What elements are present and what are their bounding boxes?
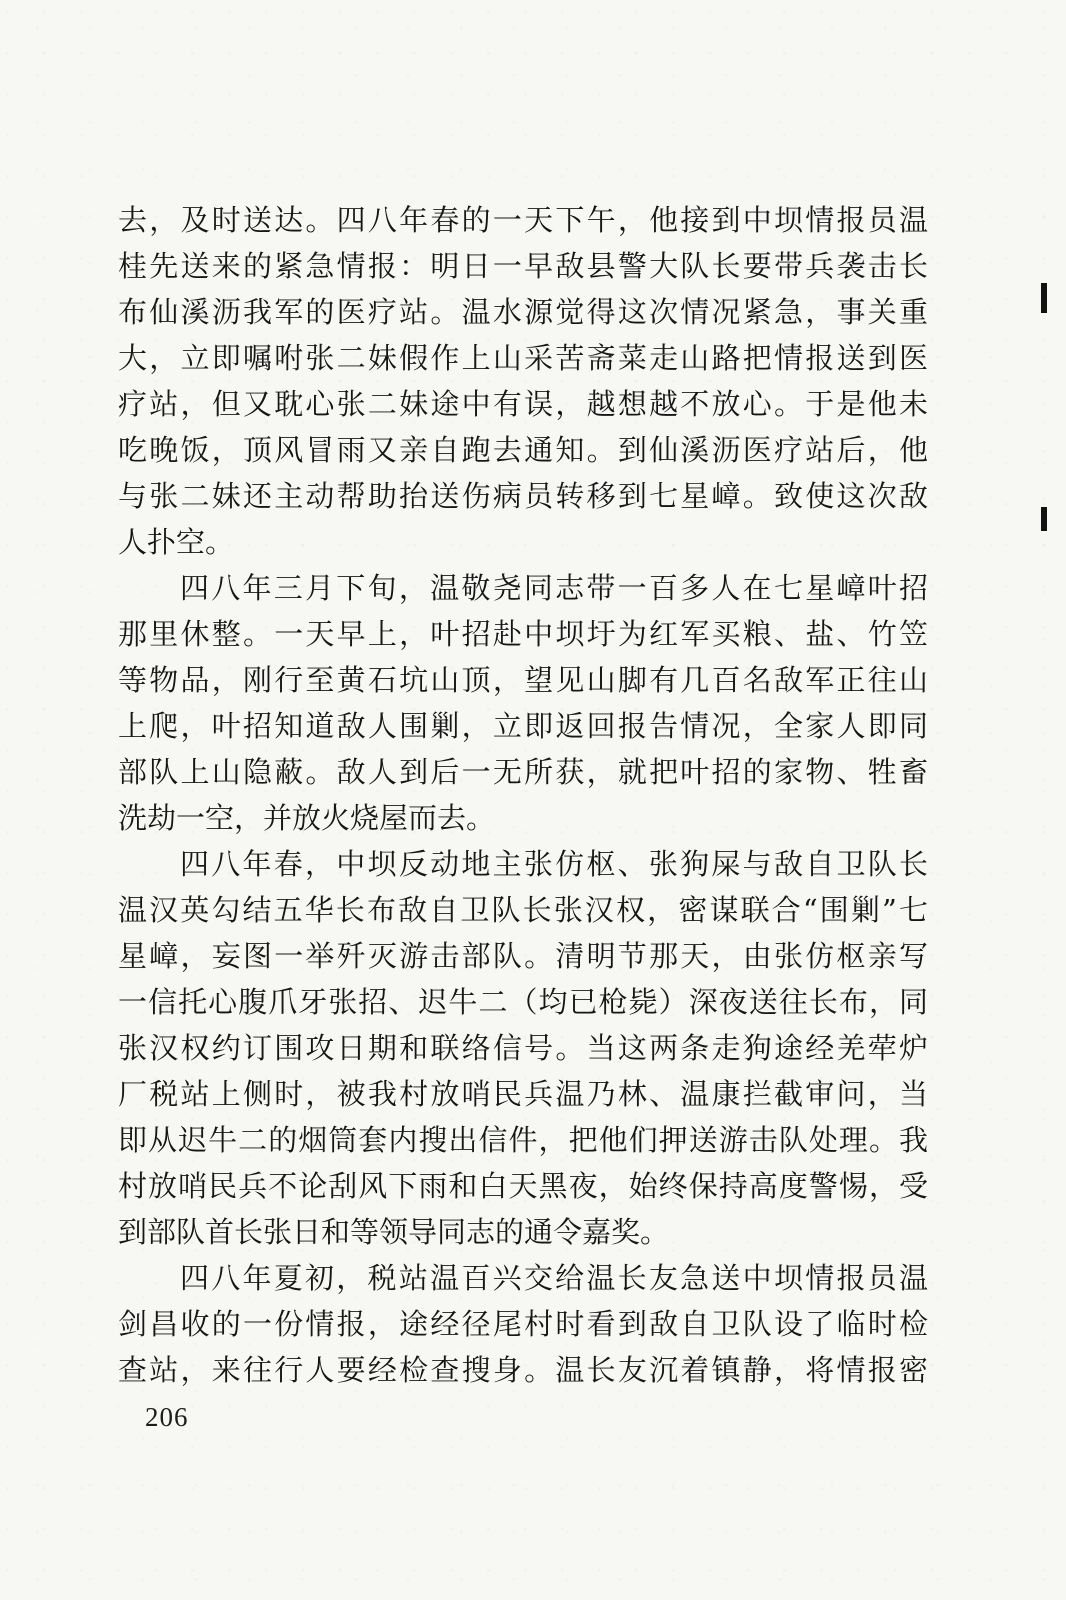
text-line: 查站，来往行人要经检查搜身。温长友沉着镇静，将情报密 (118, 1353, 928, 1387)
text-line: 与张二妹还主动帮助抬送伤病员转移到七星嶂。致使这次敌 (118, 479, 928, 513)
paragraph (118, 565, 928, 841)
text-line: 上爬，叶招知道敌人围剿，立即返回报告情况，全家人即同 (118, 709, 928, 743)
text-line: 四八年夏初，税站温百兴交给温长友急送中坝情报员温 (180, 1261, 928, 1295)
text-line: 等物品，刚行至黄石坑山顶，望见山脚有几百名敌军正往山 (118, 663, 928, 697)
text-line: 厂税站上侧时，被我村放哨民兵温乃林、温康拦截审问，当 (118, 1077, 928, 1111)
text-line: 洗劫一空，并放火烧屋而去。 (118, 801, 496, 835)
text-line: 疗站，但又耽心张二妹途中有误，越想越不放心。于是他未 (118, 387, 928, 421)
paragraph (118, 1255, 928, 1393)
text-line: 四八年三月下旬，温敬尧同志带一百多人在七星嶂叶招 (180, 571, 928, 605)
text-line: 星嶂，妄图一举歼灭游击部队。清明节那天，由张仿枢亲写 (118, 939, 928, 973)
paragraph (118, 841, 928, 1255)
scan-mark (1041, 283, 1047, 313)
text-line: 四八年春，中坝反动地主张仿枢、张狗屎与敌自卫队长 (180, 847, 928, 881)
text-line: 桂先送来的紧急情报：明日一早敌县警大队长要带兵袭击长 (118, 249, 928, 283)
text-line: 布仙溪沥我军的医疗站。温水源觉得这次情况紧急，事关重 (118, 295, 928, 329)
text-line: 人扑空。 (118, 525, 235, 559)
page-number: 206 (145, 1402, 189, 1432)
scan-mark (1041, 507, 1047, 531)
text-line: 剑昌收的一份情报，途经径尾村时看到敌自卫队设了临时检 (118, 1307, 928, 1341)
text-line: 到部队首长张日和等领导同志的通令嘉奖。 (118, 1215, 670, 1249)
text-line: 张汉权约订围攻日期和联络信号。当这两条走狗途经羌荦炉 (118, 1031, 928, 1065)
text-line: 一信托心腹爪牙张招、迟牛二（均已枪毙）深夜送往长布，同 (118, 985, 928, 1019)
paragraph (118, 197, 928, 565)
text-line: 大，立即嘱咐张二妹假作上山采苦斋菜走山路把情报送到医 (118, 341, 928, 375)
body-text (118, 197, 928, 1393)
text-line: 吃晚饭，顶风冒雨又亲自跑去通知。到仙溪沥医疗站后，他 (118, 433, 928, 467)
text-line: 那里休整。一天早上，叶招赴中坝圩为红军买粮、盐、竹笠 (118, 617, 928, 651)
text-line: 即从迟牛二的烟筒套内搜出信件，把他们押送游击队处理。我 (118, 1123, 928, 1157)
text-line: 温汉英勾结五华长布敌自卫队长张汉权，密谋联合“围剿”七 (118, 893, 928, 927)
text-line: 部队上山隐蔽。敌人到后一无所获，就把叶招的家物、牲畜 (118, 755, 928, 789)
text-line: 去，及时送达。四八年春的一天下午，他接到中坝情报员温 (118, 203, 928, 237)
text-line: 村放哨民兵不论刮风下雨和白天黑夜，始终保持高度警惕，受 (118, 1169, 928, 1203)
